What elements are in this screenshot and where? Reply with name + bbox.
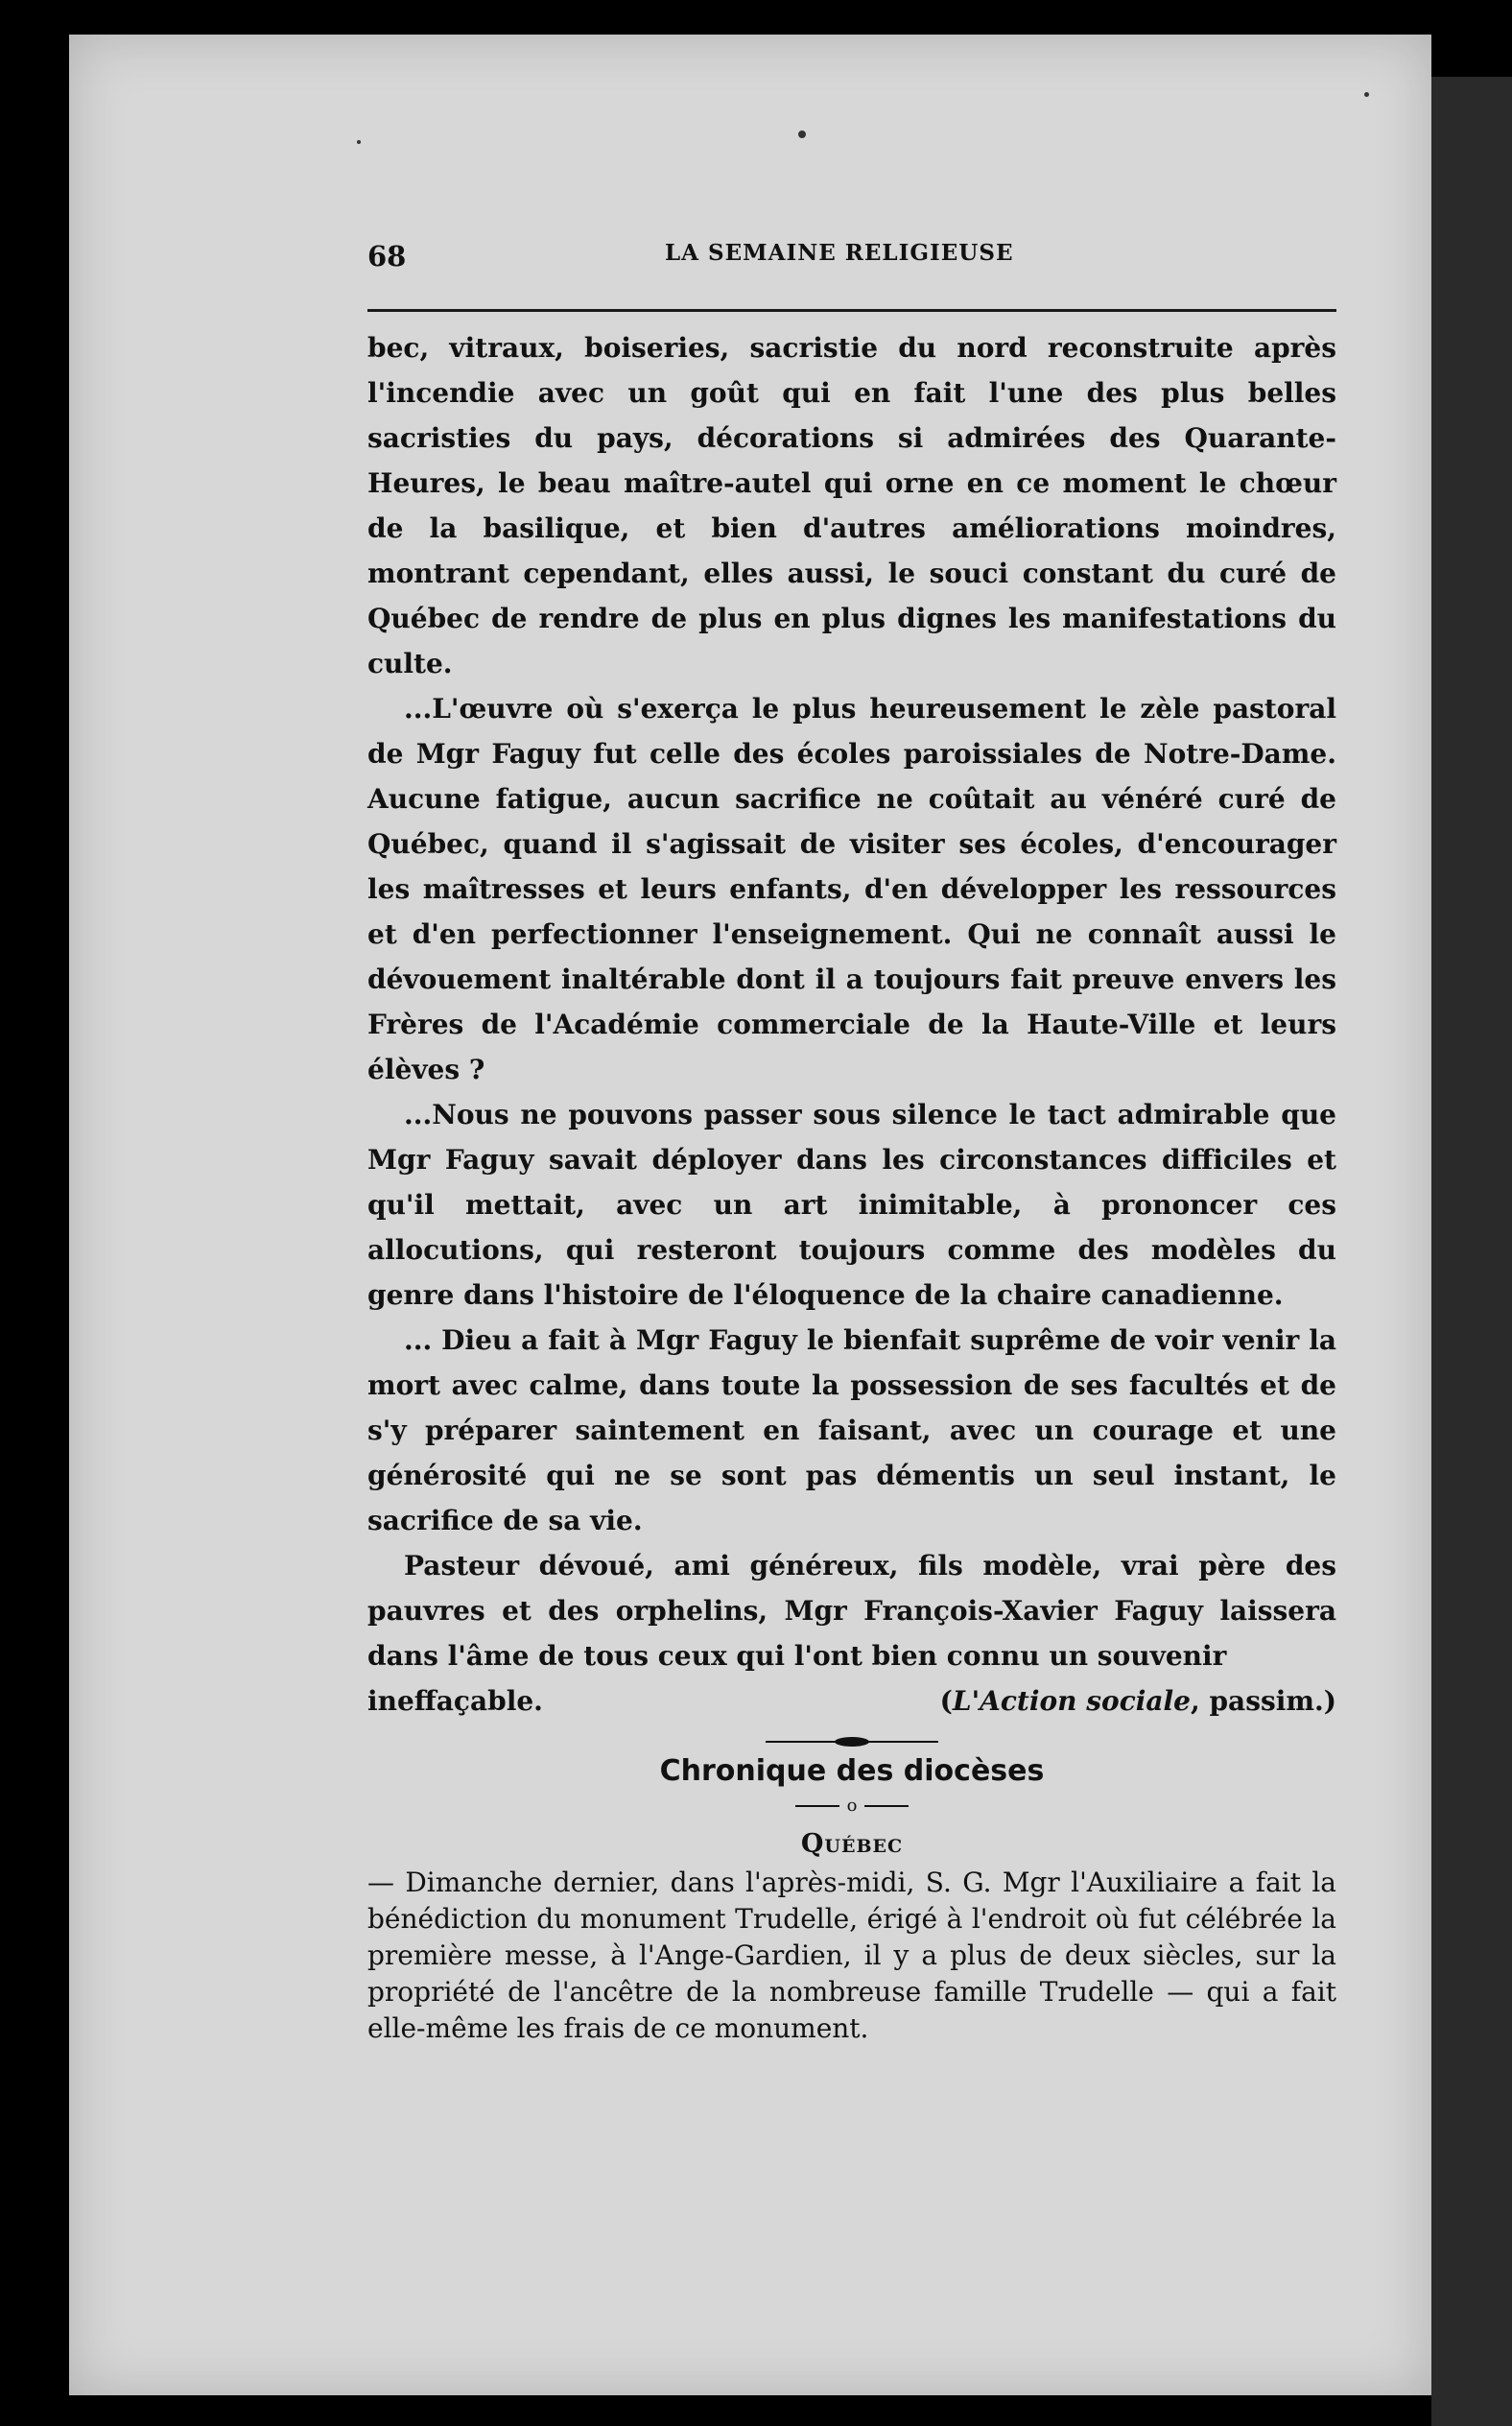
source-citation [940, 1678, 1336, 1724]
source-title: L'Action sociale [952, 1685, 1191, 1717]
page-header [367, 240, 1336, 282]
section-divider [367, 1796, 1336, 1816]
scan-speck [357, 140, 361, 144]
paragraph-schools: ...L'œuvre où s'exerça le plus heureusement le zèle pastoral de Mgr Faguy fut celle des écoles paroissiales de Notre-Dame. Aucune fatigue, aucun sacrifice ne coûtait au vénéré curé de Québec, quand il s'agissait de visiter ses écoles, d'encourager les maîtresses et leurs enfants, d'en développer les ressources et d'en perfectionner l'enseignement. Qui ne connaît aussi le dévouement inaltérable dont il a toujours fait preuve envers les Frères de l'Académie commerciale de la Haute-Ville et leurs élèves ? [367, 693, 1336, 1085]
text-column [367, 240, 1336, 2047]
paragraph-tribute: Pasteur dévoué, ami généreux, fils modèle, vrai père des pauvres et des orphelins, Mgr François-Xavier Faguy laissera dans l'âme de tous ceux qui l'ont bien connu un souvenir [367, 1550, 1336, 1672]
closing-line [367, 1678, 1336, 1724]
chronicle-paragraph: — Dimanche dernier, dans l'après-midi, S. G. Mgr l'Auxiliaire a fait la bénédiction du monument Trudelle, érigé à l'endroit où fut célébrée la première messe, à l'Ange-Gardien, il y a plus de deux siècles, sur la propriété de l'ancêtre de la nombreuse famille Trudelle — qui a fait elle-même les frais de ce monument. [367, 1867, 1336, 2044]
subsection-title: Québec [800, 1829, 904, 1859]
paragraph-death: ... Dieu a fait à Mgr Faguy le bienfait suprême de voir venir la mort avec calme, dans toute la possession de ses facultés et de s'y préparer saintement en faisant, avec un courage et une générosité qui ne se sont pas démentis un seul instant, le sacrifice de sa vie. [367, 1324, 1336, 1536]
closing-word: ineffaçable. [367, 1685, 543, 1717]
ornament-divider [766, 1739, 938, 1745]
page-number: 68 [367, 240, 407, 273]
scan-speck [798, 131, 806, 138]
paragraph-continuation: bec, vitraux, boiseries, sacristie du nord reconstruite après l'incendie avec un goût qui en fait l'une des plus belles sacristies du pays, décorations si admirées des Quarante-Heures, le beau maître-autel qui orne en ce moment le chœur de la basilique, et bien d'autres améliorations moindres, montrant cependant, elles aussi, le souci constant du curé de Québec de rendre de plus en plus dignes les manifestations du culte. [367, 332, 1336, 679]
header-rule [367, 309, 1336, 312]
scan-speck [1364, 92, 1369, 97]
divider-mark: o [846, 1796, 858, 1816]
running-title: LA SEMAINE RELIGIEUSE [665, 240, 1014, 266]
page-edge-shadow [1431, 77, 1512, 2426]
paragraph-tact: ...Nous ne pouvons passer sous silence le tact admirable que Mgr Faguy savait déployer dans les circonstances difficiles et qu'il mettait, avec un art inimitable, à prononcer ces allocutions, qui resteront toujours comme des modèles du genre dans l'histoire de l'éloquence de la chaire canadienne. [367, 1099, 1336, 1311]
section-title: Chronique des diocèses [659, 1754, 1045, 1788]
source-rest: , passim.) [1190, 1685, 1336, 1717]
source-open: ( [939, 1685, 953, 1717]
